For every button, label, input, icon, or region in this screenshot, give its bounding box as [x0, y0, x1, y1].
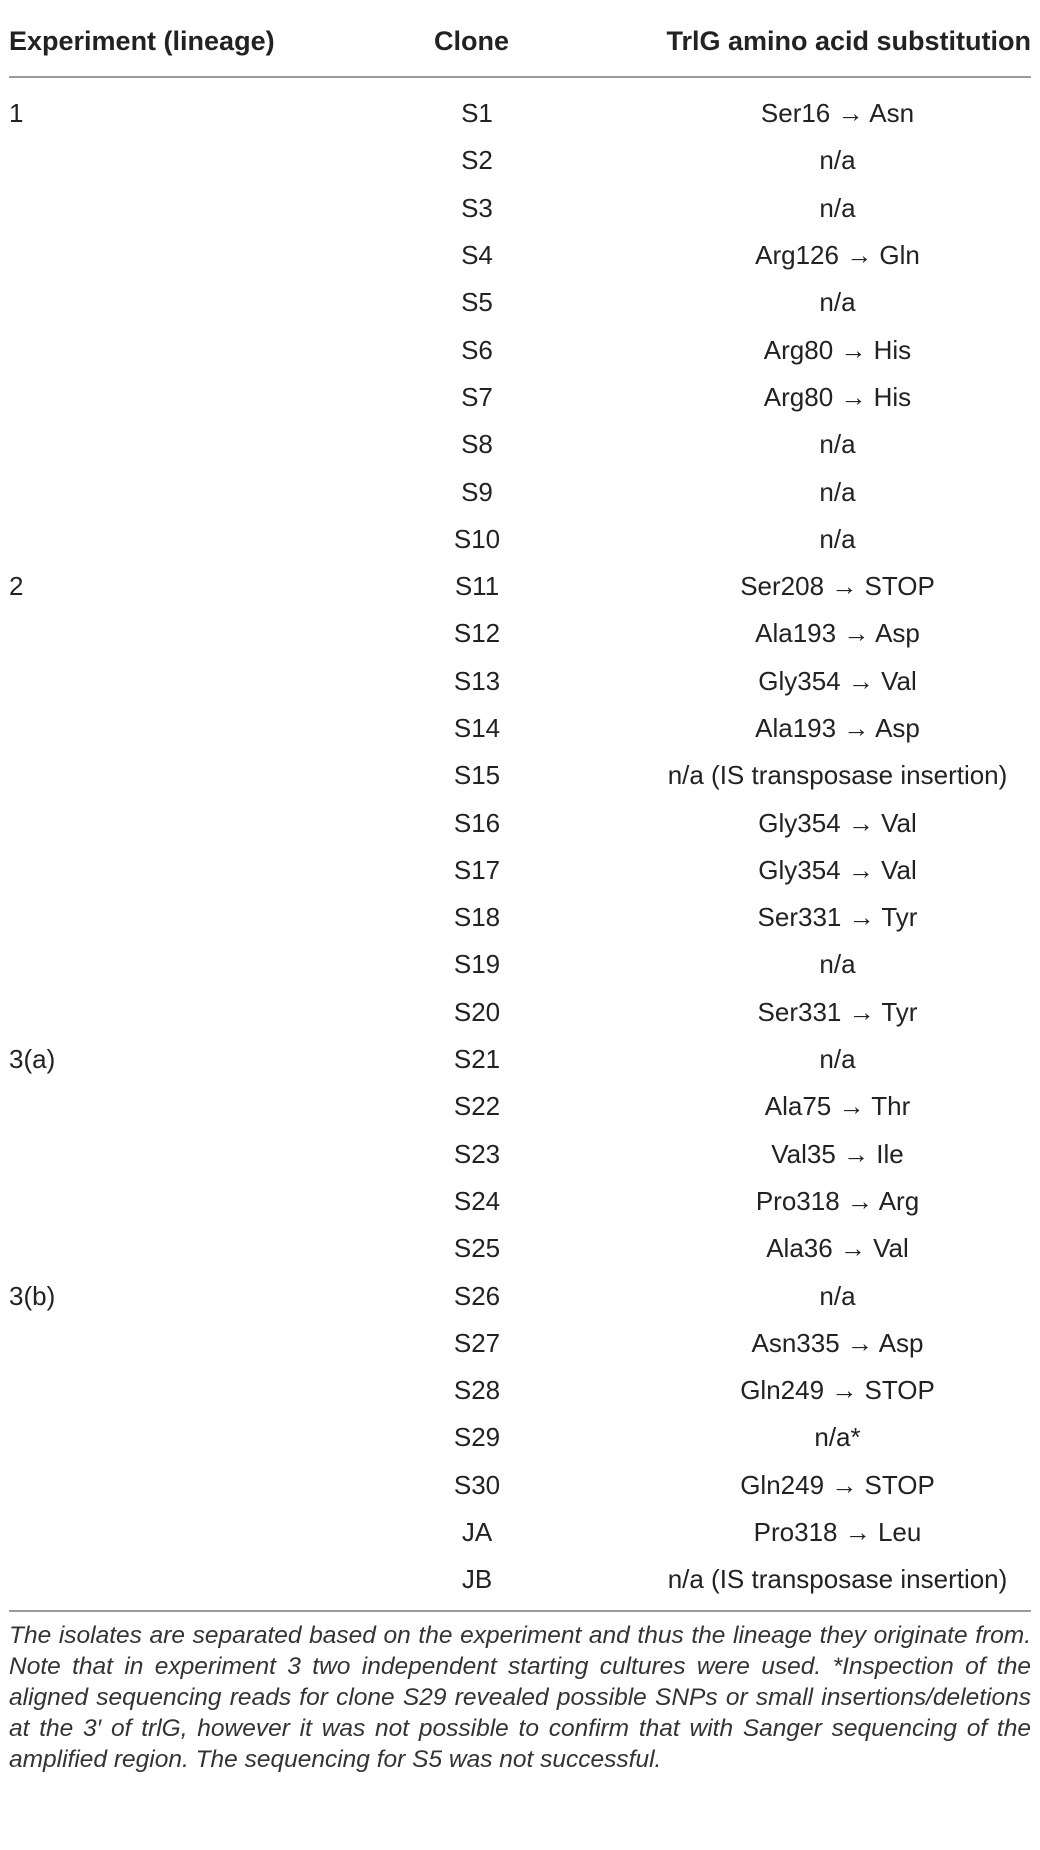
cell-clone: [329, 894, 614, 941]
cell-substitution: n/a: [819, 1044, 856, 1075]
clone-label: S2: [461, 145, 493, 176]
clone-label: S20: [453, 996, 501, 1027]
cell-clone: [329, 1320, 614, 1367]
table-footnote: The isolates are separated based on the experiment and thus the lineage they originate from. Note that in experiment 3 two independent starting cultures were used. *Inspection of the aligned sequencing reads for clone S29 revealed possible SNPs or small insertions/deletions at the 3′ of trlG, however it was not possible to confirm that with Sanger sequencing of the amplified region. The sequencing for S5 was not successful.: [9, 1621, 1031, 1773]
cell-substitution: Gly354 → Val: [758, 807, 917, 838]
cell-experiment: [9, 847, 329, 894]
cell-clone: [329, 1036, 614, 1083]
cell-clone: [329, 326, 614, 373]
cell-clone: [329, 1272, 614, 1319]
cell-clone: [329, 1178, 614, 1225]
cell-experiment: [9, 468, 329, 515]
clone-label: JB: [461, 1564, 493, 1595]
cell-experiment: [9, 1131, 329, 1178]
header-substitution: TrlG amino acid substitution: [614, 20, 1031, 77]
cell-clone: [329, 1556, 614, 1609]
cell-experiment: 3(a): [9, 1044, 56, 1075]
cell-clone: [329, 941, 614, 988]
clone-label: S14: [453, 713, 501, 743]
cell-substitution: Asn335 → Asp: [751, 1327, 924, 1358]
cell-substitution: Pro318 → Arg: [755, 1185, 920, 1216]
cell-clone: [329, 563, 614, 610]
table-row: [9, 1083, 1031, 1130]
cell-experiment: [9, 894, 329, 941]
table-header: [9, 20, 1031, 77]
table-row: [9, 1556, 1031, 1609]
cell-experiment: [9, 752, 329, 799]
clone-label: S5: [461, 287, 493, 318]
cell-substitution: Val35 → Ile: [771, 1138, 904, 1169]
cell-experiment: [9, 185, 329, 232]
table-row: [9, 1036, 1031, 1083]
table-row: [9, 941, 1031, 988]
cell-substitution: n/a: [819, 287, 856, 318]
cell-experiment: [9, 1367, 329, 1414]
clone-label: S11: [454, 571, 500, 602]
cell-clone: [329, 752, 614, 799]
table-bottom-rule: [9, 1610, 1031, 1612]
clone-label: S23: [453, 1138, 501, 1169]
cell-experiment: [9, 1414, 329, 1461]
clone-label: S12: [453, 618, 501, 649]
header-experiment: Experiment (lineage): [9, 20, 329, 77]
cell-experiment: [9, 516, 329, 563]
cell-substitution: n/a: [819, 523, 856, 554]
clone-label: S17: [453, 854, 501, 885]
table-row: [9, 705, 1031, 752]
cell-substitution: n/a: [819, 192, 856, 223]
clone-label: S7: [461, 381, 493, 412]
cell-experiment: [9, 1083, 329, 1130]
cell-experiment: [9, 1225, 329, 1272]
cell-substitution: Ala75 → Thr: [764, 1091, 911, 1122]
cell-experiment: [9, 1178, 329, 1225]
cell-clone: [329, 77, 614, 137]
cell-substitution: n/a: [819, 429, 856, 460]
clone-label: S25: [453, 1233, 501, 1264]
cell-clone: [329, 1462, 614, 1509]
cell-substitution: n/a: [819, 476, 856, 507]
cell-clone: [329, 989, 614, 1036]
table-row: [9, 374, 1031, 421]
clone-label: S18: [453, 902, 501, 933]
cell-clone: [329, 658, 614, 705]
cell-clone: [329, 232, 614, 279]
cell-experiment: [9, 989, 329, 1036]
table-row: [9, 610, 1031, 657]
table-row: [9, 1414, 1031, 1461]
cell-substitution: n/a: [819, 1280, 856, 1311]
clone-label: S15: [453, 760, 501, 791]
clone-label: S28: [453, 1375, 501, 1406]
clone-label: S1: [461, 98, 493, 129]
table-row: [9, 894, 1031, 941]
cell-substitution: Ala193 → Asp: [755, 713, 920, 743]
cell-clone: [329, 468, 614, 515]
cell-experiment: [9, 1462, 329, 1509]
table-row: [9, 77, 1031, 137]
cell-substitution: Arg126 → Gln: [755, 240, 920, 271]
table-row: [9, 752, 1031, 799]
cell-experiment: [9, 232, 329, 279]
clone-label: S4: [461, 240, 493, 271]
cell-substitution: n/a*: [814, 1422, 861, 1453]
clone-label: S10: [453, 523, 501, 554]
cell-clone: [329, 1414, 614, 1461]
cell-experiment: [9, 1556, 329, 1609]
cell-experiment: [9, 941, 329, 988]
clone-label: S16: [453, 807, 501, 838]
cell-experiment: [9, 610, 329, 657]
cell-substitution: Ser208 → STOP: [740, 571, 935, 602]
clone-label: S9: [461, 476, 493, 507]
clone-label: S24: [453, 1185, 501, 1216]
table-row: [9, 658, 1031, 705]
cell-clone: [329, 374, 614, 421]
table-row: [9, 563, 1031, 610]
cell-substitution: Ser331 → Tyr: [757, 996, 918, 1027]
cell-experiment: [9, 279, 329, 326]
cell-clone: [329, 799, 614, 846]
clone-label: S30: [453, 1469, 501, 1500]
clone-label: S29: [453, 1422, 501, 1453]
cell-substitution: n/a: [819, 145, 856, 176]
cell-clone: [329, 516, 614, 563]
cell-experiment: [9, 421, 329, 468]
cell-substitution: Gln249 → STOP: [740, 1469, 935, 1500]
cell-experiment: 1: [9, 98, 24, 129]
cell-substitution: Ser331 → Tyr: [757, 902, 918, 933]
cell-clone: [329, 1367, 614, 1414]
cell-clone: [329, 1225, 614, 1272]
cell-substitution: n/a (IS transposase insertion): [667, 760, 1008, 791]
cell-clone: [329, 1083, 614, 1130]
table-row: [9, 989, 1031, 1036]
cell-clone: [329, 421, 614, 468]
cell-clone: [329, 610, 614, 657]
table-body: [9, 77, 1031, 1610]
table-row: [9, 1462, 1031, 1509]
cell-substitution: Pro318 → Leu: [753, 1517, 922, 1548]
cell-substitution: Ser16 → Asn: [760, 98, 915, 129]
cell-substitution: Ala36 → Val: [766, 1233, 909, 1264]
cell-experiment: [9, 799, 329, 846]
table-row: [9, 1320, 1031, 1367]
substitution-table: [9, 20, 1031, 1610]
table-row: [9, 799, 1031, 846]
cell-experiment: 2: [9, 571, 24, 602]
cell-experiment: 3(b): [9, 1280, 56, 1311]
cell-substitution: Arg80 → His: [763, 334, 912, 365]
header-clone: Clone: [329, 20, 614, 77]
cell-clone: [329, 279, 614, 326]
table-row: [9, 1509, 1031, 1556]
document-page: [9, 20, 1031, 1799]
cell-experiment: [9, 705, 329, 752]
cell-experiment: [9, 374, 329, 421]
clone-label: S22: [453, 1091, 501, 1122]
clone-label: S8: [461, 429, 493, 460]
table-row: [9, 326, 1031, 373]
table-row: [9, 137, 1031, 184]
cell-substitution: Arg80 → His: [763, 381, 912, 412]
cell-experiment: [9, 326, 329, 373]
clone-label: S13: [453, 665, 501, 696]
table-row: [9, 516, 1031, 563]
header-row: [9, 20, 1031, 77]
table-row: [9, 1367, 1031, 1414]
cell-clone: [329, 1509, 614, 1556]
table-row: [9, 1178, 1031, 1225]
cell-substitution: Gln249 → STOP: [740, 1375, 935, 1406]
clone-label: S26: [453, 1280, 501, 1311]
cell-clone: [329, 1131, 614, 1178]
cell-experiment: [9, 658, 329, 705]
table-row: [9, 279, 1031, 326]
cell-experiment: [9, 1509, 329, 1556]
cell-clone: [329, 705, 614, 752]
table-row: [9, 421, 1031, 468]
cell-clone: [329, 137, 614, 184]
clone-label: JA: [461, 1517, 493, 1548]
clone-label: S21: [453, 1044, 501, 1075]
clone-label: S27: [453, 1327, 501, 1358]
clone-label: S3: [461, 192, 493, 223]
cell-substitution: Gly354 → Val: [758, 854, 917, 885]
cell-substitution: Gly354 → Val: [758, 665, 917, 696]
table-row: [9, 1131, 1031, 1178]
cell-clone: [329, 185, 614, 232]
table-row: [9, 847, 1031, 894]
cell-experiment: [9, 1320, 329, 1367]
table-row: [9, 232, 1031, 279]
table-row: [9, 185, 1031, 232]
cell-substitution: n/a: [819, 949, 856, 980]
cell-substitution: n/a (IS transposase insertion): [667, 1564, 1008, 1595]
table-row: [9, 468, 1031, 515]
table-row: [9, 1225, 1031, 1272]
table-row: [9, 1272, 1031, 1319]
clone-label: S6: [461, 334, 493, 365]
cell-clone: [329, 847, 614, 894]
cell-substitution: Ala193 → Asp: [755, 618, 920, 649]
clone-label: S19: [453, 949, 501, 980]
cell-experiment: [9, 137, 329, 184]
